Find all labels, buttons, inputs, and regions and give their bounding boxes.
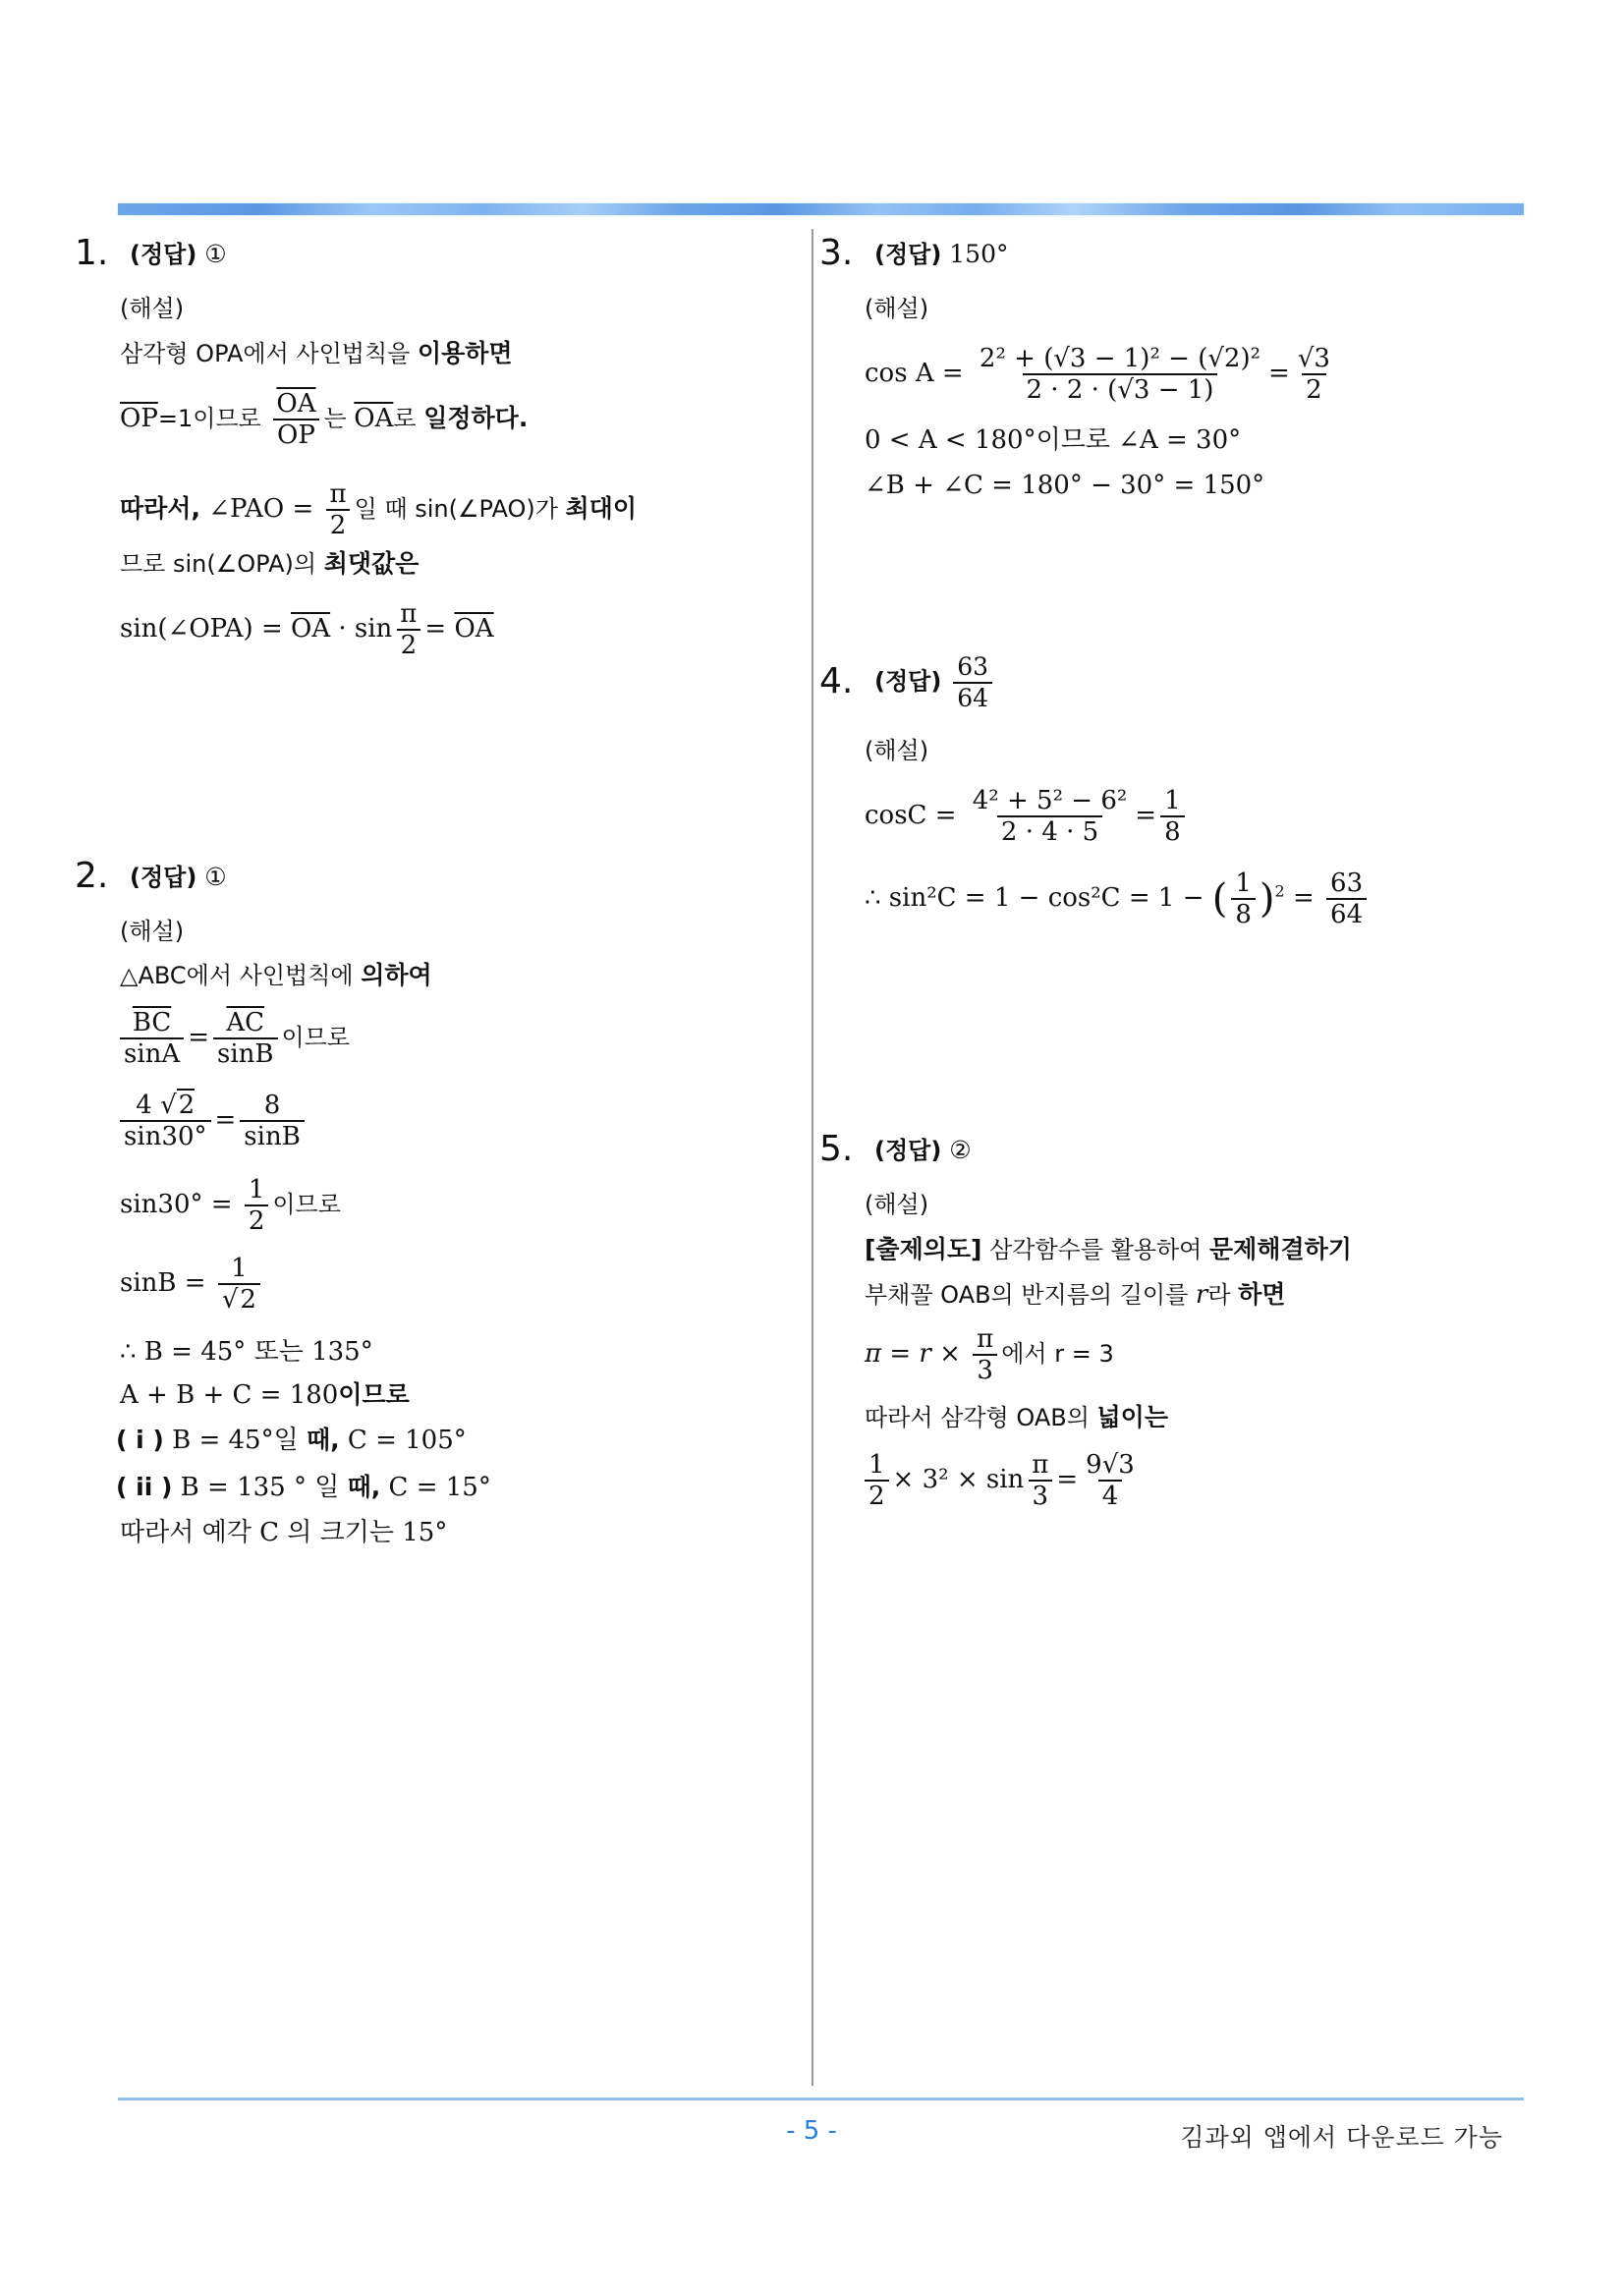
answer-line: (정답) ②	[874, 1136, 972, 1164]
answer-line: (정답) ①	[130, 863, 227, 891]
explain-line: $\overline{OP}=1$이므로 $\frac{\overline{OA}}{OP}$ 는 $\overline{OA}$로 일정하다.	[120, 389, 529, 450]
explain-line: ∴ B = 45° 또는 135°	[120, 1337, 373, 1367]
question-number: 2.	[75, 856, 109, 896]
explain-line: π = r × $\frac{\pi}{3}$ 에서 r = 3	[865, 1324, 1114, 1385]
column-divider	[812, 229, 813, 2086]
answer-line	[130, 240, 227, 269]
explain-line: sin(∠OPA) = $\overline{OA} \cdot \sin$ $\frac{\pi}{2}$ = $\overline{OA}$	[120, 599, 494, 660]
explain-line: cos A = $\frac{\text{2² + (√3 − 1)² − (√2)²}}{2 \cdot 2 \cdot (√3 - 1)}$ = $\frac{√3}{2}$	[865, 344, 1330, 405]
explain-line: 따라서, ∠PAO = $\frac{\pi}{2}$ 일 때 sin(∠PAO)가 최대이	[120, 479, 637, 540]
explain-line: △ABC에서 사인법칙에 의하여	[120, 961, 432, 989]
answer-value: ①	[204, 863, 227, 891]
explain-line: A + B + C = 180이므로	[120, 1380, 410, 1410]
fraction: $\frac{\overline{OA}}{OP}$	[272, 389, 319, 450]
explain-tag: (해설)	[120, 918, 185, 945]
explain-line: [출제의도] 삼각함수를 활용하여 문제해결하기	[865, 1235, 1352, 1263]
explain-line: ( ii ) B = 135 ° 일 때, C = 15°	[116, 1473, 491, 1502]
footer-note: 김과외 앱에서 다운로드 가능	[1180, 2123, 1503, 2152]
footer-rule	[118, 2098, 1524, 2100]
explain-line: 삼각형 OPA에서 사인법칙을 이용하면	[120, 339, 513, 367]
explain-line: ∠B + ∠C = 180° − 30° = 150°	[865, 471, 1265, 500]
explain-line: sinB = $\frac{1}{√2}$	[120, 1254, 264, 1315]
explain-line: $\frac{1}{2}$ × 3² × sin $\frac{\pi}{3}$ = $\frac{9√3}{4}$	[861, 1450, 1143, 1511]
answer-tag: (정답)	[130, 241, 197, 268]
explain-tag: (해설)	[865, 295, 929, 322]
explain-line: 따라서 예각 C 의 크기는 15°	[120, 1518, 448, 1547]
explain-line: ∴ sin²C = 1 − cos²C = 1 − ( $\frac{1}{8}$ )$^2$ = $\frac{63}{64}$	[865, 868, 1371, 929]
answer-value: $\frac{63}{64}$	[953, 652, 992, 713]
explain-line: $\frac{4 √2}{\sin 30^\circ}$ = $\frac{8}{\sin B}$	[116, 1091, 308, 1151]
explain-line: cosC = $\frac{\text{4² + 5² − 6²}}{2 \cdot 4 \cdot 5}$ = $\frac{1}{8}$	[865, 786, 1189, 847]
header-decor-bar	[118, 203, 1524, 215]
answer-line: (정답) $\frac{63}{64}$	[874, 652, 996, 713]
explain-line: 0 < A < 180°이므로 ∠A = 30°	[865, 425, 1242, 455]
explain-line: 부채꼴 OAB의 반지름의 길이를 r라 하면	[865, 1280, 1286, 1310]
question-number: 4.	[819, 661, 854, 701]
explain-line: $\frac{\overline{BC}}{\sin A}$ = $\frac{\overline{AC}}{\sin B}$ 이므로	[116, 1008, 350, 1069]
explain-tag: (해설)	[120, 295, 185, 322]
explain-tag: (해설)	[865, 1191, 929, 1218]
question-number: 3.	[819, 233, 854, 273]
answer-value: 150°	[949, 240, 1009, 268]
explain-line: ( i ) B = 45°일 때, C = 105°	[116, 1426, 467, 1455]
answer-value: ①	[204, 240, 227, 268]
answer-value: ②	[949, 1136, 972, 1164]
explain-line: 따라서 삼각형 OAB의 넓이는	[865, 1403, 1168, 1431]
explain-tag: (해설)	[865, 737, 929, 764]
question-number: 5.	[819, 1129, 854, 1169]
page-number: - 5 -	[786, 2116, 837, 2146]
answer-line: (정답) 150°	[874, 240, 1009, 268]
question-number: 1.	[75, 233, 109, 273]
explain-line: 므로 sin(∠OPA)의 최댓값은	[120, 549, 420, 578]
explain-line: sin30° = $\frac{1}{2}$ 이므로	[120, 1175, 341, 1236]
